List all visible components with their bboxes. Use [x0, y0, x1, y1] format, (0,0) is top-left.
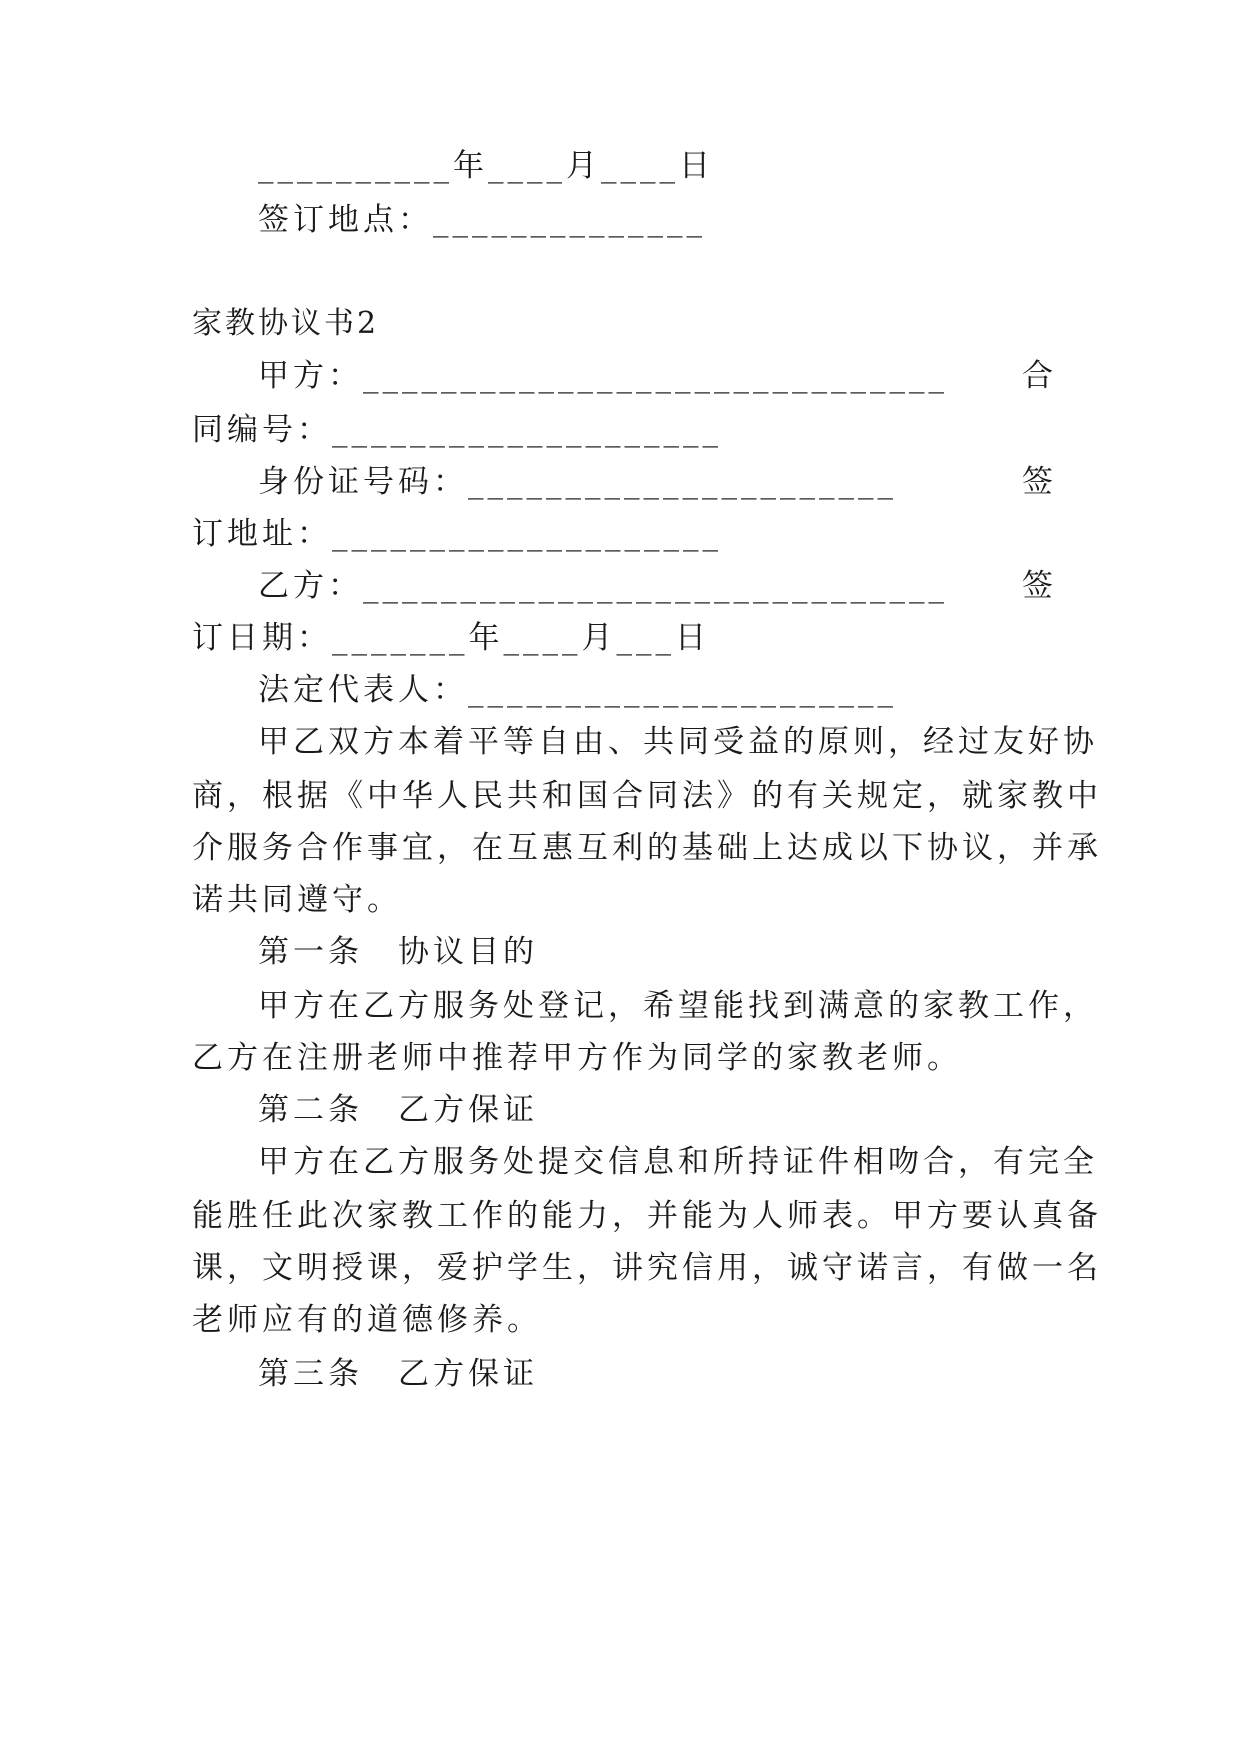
signing-address-label-start: 签 [1022, 464, 1057, 500]
intro-line: 介服务合作事宜，在互惠互利的基础上达成以下协议，并承 [192, 830, 1102, 866]
article-2-line: 课，文明授课，爱护学生，讲究信用，诚守诺言，有做一名 [192, 1250, 1102, 1286]
signing-date-field: 订日期：_______年____月___日 [192, 620, 710, 656]
article-2-line: 甲方在乙方服务处提交信息和所持证件相吻合，有完全 [258, 1144, 1098, 1180]
article-2-title: 第二条 乙方保证 [258, 1092, 538, 1128]
prev-signing-place-line: 签订地点：______________ [258, 202, 706, 238]
article-2-line: 能胜任此次家教工作的能力，并能为人师表。甲方要认真备 [192, 1198, 1102, 1234]
id-number-field: 身份证号码：______________________ [258, 464, 897, 500]
article-3-title: 第三条 乙方保证 [258, 1356, 538, 1392]
intro-line: 商，根据《中华人民共和国合同法》的有关规定，就家教中 [192, 778, 1102, 814]
contract-no-label-start: 合 [1022, 358, 1057, 394]
legal-representative-field: 法定代表人：______________________ [258, 672, 897, 708]
document-heading: 家教协议书2 [192, 306, 380, 341]
contract-no-field: 同编号：____________________ [192, 412, 722, 448]
intro-line: 甲乙双方本着平等自由、共同受益的原则，经过友好协 [258, 724, 1098, 760]
article-1-line: 乙方在注册老师中推荐甲方作为同学的家教老师。 [192, 1040, 962, 1076]
intro-line: 诺共同遵守。 [192, 882, 402, 918]
article-2-line: 老师应有的道德修养。 [192, 1302, 542, 1338]
party-b-field: 乙方：______________________________ [258, 568, 948, 604]
signing-address-field: 订地址：____________________ [192, 516, 722, 552]
signing-date-label-start: 签 [1022, 568, 1057, 604]
party-a-field: 甲方：______________________________ [258, 358, 948, 394]
article-1-title: 第一条 协议目的 [258, 934, 538, 970]
prev-date-line: __________年____月____日 [258, 148, 714, 184]
article-1-line: 甲方在乙方服务处登记，希望能找到满意的家教工作， [258, 988, 1098, 1024]
